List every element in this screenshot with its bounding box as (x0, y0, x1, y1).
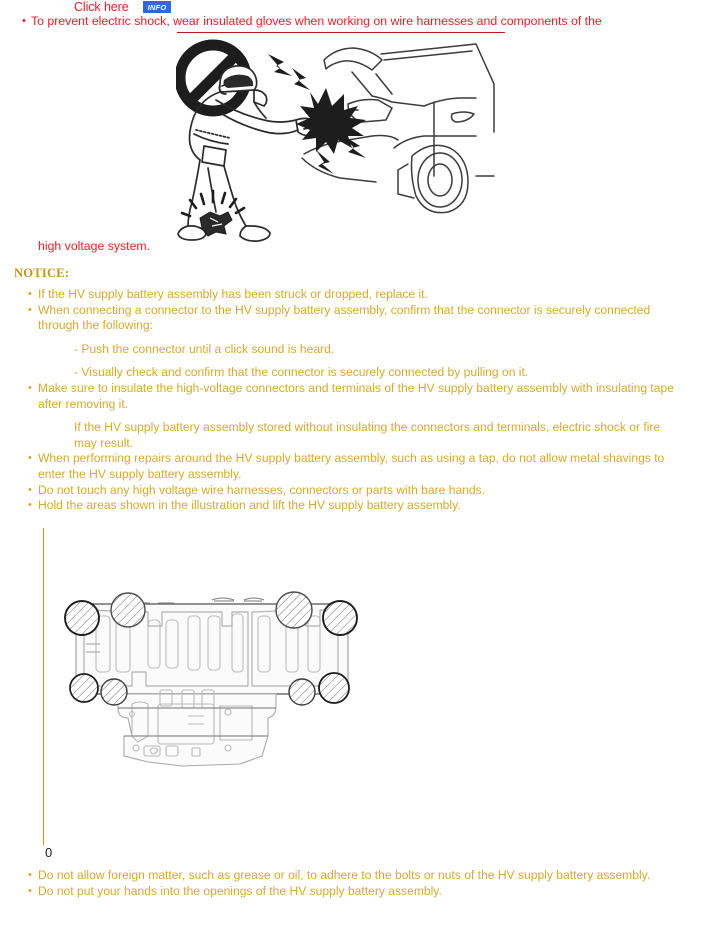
click-here-row (0, 0, 711, 15)
notice-heading: NOTICE: (14, 266, 70, 280)
spacer (0, 412, 711, 420)
red-divider-rule (177, 32, 505, 33)
list-item (0, 365, 711, 381)
warning-continuation-text: high voltage system. (38, 239, 151, 253)
list-item-text: If the HV supply battery assembly has been struck or dropped, replace it. (38, 287, 428, 301)
info-badge[interactable]: INFO (143, 1, 171, 13)
sub-item-text: - Visually check and confirm that the connector is securely connected by pulling on it. (74, 365, 529, 380)
list-item (0, 420, 711, 451)
list-item-text: When performing repairs around the HV supply battery assembly, such as using a tap, do not allow metal shavings to enter the HV supply battery assembly. (38, 451, 665, 481)
list-item (0, 303, 711, 334)
spacer (0, 334, 711, 342)
bullet-glyph: • (28, 381, 32, 394)
list-item-text: Do not allow foreign matter, such as grease or oil, to adhere to the bolts or nuts of the HV supply battery assembly. (38, 868, 651, 882)
sub-item-text: If the HV supply battery assembly stored without insulating the connectors and terminals, electric shock or fire may result. (74, 420, 661, 450)
bullet-glyph: • (28, 869, 32, 881)
list-item-text: When connecting a connector to the HV supply battery assembly, confirm that the connector is securely connected through the following: (38, 302, 651, 333)
list-item (0, 451, 711, 482)
list-item (0, 381, 711, 412)
battery-figure-block (0, 528, 711, 858)
spacer (0, 357, 711, 365)
click-here-label: Click here (74, 0, 129, 14)
figure-left-rule (43, 528, 44, 845)
sub-item-text: - Push the connector until a click sound is heard. (74, 341, 335, 356)
bullet-glyph: • (28, 288, 32, 300)
notice-body-list (0, 287, 711, 514)
bullet-glyph: • (28, 452, 32, 465)
bullet-glyph: • (28, 483, 32, 496)
list-item-text: Do not touch any high voltage wire harnesses, connectors or parts with bare hands. (38, 482, 486, 497)
warning-text: To prevent electric shock, wear insulated gloves when working on wire harnesses and components of the (31, 14, 602, 28)
warning-bullet (22, 14, 702, 28)
bottom-notice-list (0, 868, 711, 899)
list-item (0, 884, 711, 900)
list-item-text: Do not put your hands into the openings of the HV supply battery assembly. (38, 883, 442, 898)
bullet-glyph: • (22, 15, 26, 27)
list-item (0, 342, 711, 358)
list-item-text: Hold the areas shown in the illustration and lift the HV supply battery assembly. (38, 498, 461, 513)
list-item (0, 868, 711, 884)
bullet-glyph: • (28, 499, 32, 512)
bullet-glyph: • (28, 884, 32, 897)
list-item (0, 287, 711, 303)
list-item-text: Make sure to insulate the high-voltage connectors and terminals of the HV supply battery assembly with insulating tape after removing it. (38, 380, 674, 411)
figure-zero-marker: 0 (45, 845, 53, 860)
list-item (0, 483, 711, 499)
hv-supply-battery-assembly-illustration (62, 586, 362, 776)
list-item (0, 498, 711, 514)
electric-shock-hazard-illustration (176, 36, 506, 251)
bullet-glyph: • (28, 303, 32, 316)
